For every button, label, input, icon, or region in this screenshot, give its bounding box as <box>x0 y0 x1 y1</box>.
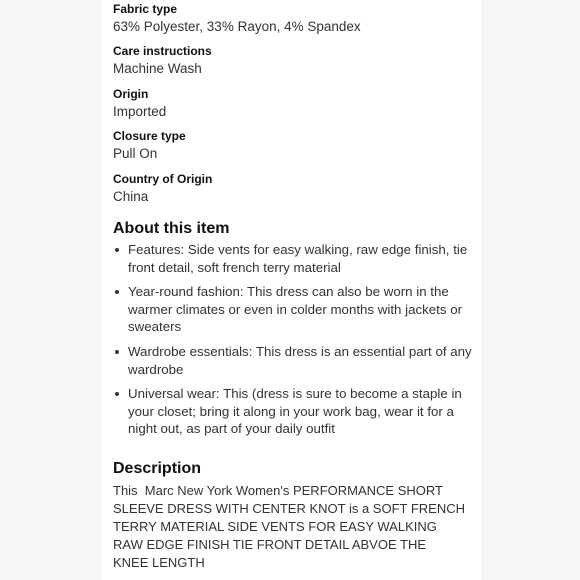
detail-value: 63% Polyester, 33% Rayon, 4% Spandex <box>113 19 361 34</box>
bullet-text: Year-round fashion: This dress can also be worn in the warmer climates or even in colder months with jackets or sweaters <box>128 284 463 335</box>
detail-fabric-type <box>113 2 361 36</box>
bullet-dot-icon <box>115 248 119 252</box>
detail-label: Care instructions <box>113 44 212 58</box>
detail-label: Closure type <box>113 129 186 143</box>
detail-value: Pull On <box>113 146 158 161</box>
bullet-dot-icon <box>115 290 119 294</box>
bullet-text: Wardrobe essentials: This dress is an essential part of any wardrobe <box>128 343 472 377</box>
detail-value: Machine Wash <box>113 61 202 76</box>
detail-label: Origin <box>113 87 149 101</box>
detail-country-of-origin <box>113 172 212 206</box>
bullet-item-features <box>113 241 473 276</box>
detail-label: Fabric type <box>113 2 178 16</box>
bullet-dot-icon <box>115 350 119 354</box>
detail-closure-type <box>113 129 186 163</box>
product-info-card <box>101 0 481 580</box>
bullet-item-year-round <box>113 283 473 336</box>
bullet-text: Features: Side vents for easy walking, raw edge finish, tie front detail, soft french terry material <box>128 242 468 275</box>
detail-care-instructions <box>113 44 212 78</box>
bullet-text: Universal wear: This (dress is sure to become a staple in your closet; bring it along in your work bag, wear it for a night out, as part of your daily outfit <box>128 386 462 437</box>
description-heading: Description <box>113 460 202 477</box>
about-bullet-list <box>113 241 473 445</box>
bullet-item-universal-wear <box>113 385 473 438</box>
detail-value: Imported <box>113 104 167 119</box>
description-text: This Marc New York Women's PERFORMANCE SHORT SLEEVE DRESS WITH CENTER KNOT is a SOFT FRENCH TERRY MATERIAL SIDE VENTS FOR EASY WALKING RAW EDGE FINISH TIE FRONT DETAIL ABVOE THE KNEE LENGTH <box>113 483 469 570</box>
detail-label: Country of Origin <box>113 172 213 186</box>
bullet-item-wardrobe <box>113 343 473 378</box>
detail-value: China <box>113 189 149 204</box>
detail-origin <box>113 87 166 121</box>
bullet-dot-icon <box>115 392 119 396</box>
about-heading: About this item <box>113 220 230 237</box>
